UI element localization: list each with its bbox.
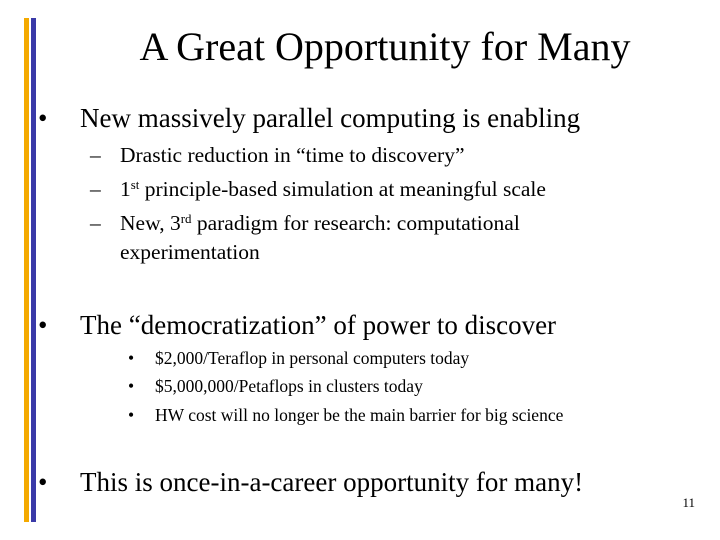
dash-marker: – xyxy=(90,177,101,201)
bullet-marker: • xyxy=(128,376,135,396)
bullet-marker: • xyxy=(128,405,135,425)
page-number: 11 xyxy=(682,495,695,510)
bullet-marker: • xyxy=(38,467,48,497)
sub-item-text: New, 3rd paradigm for research: computational xyxy=(120,211,520,235)
dash-marker: – xyxy=(90,143,101,167)
accent-bar-orange xyxy=(24,18,29,522)
sub-item-text: $5,000,000/Petaflops in clusters today xyxy=(155,376,423,396)
bullet-marker: • xyxy=(38,103,48,133)
bullet-text: The “democratization” of power to discover xyxy=(80,310,557,340)
sub-item-text: Drastic reduction in “time to discovery” xyxy=(120,143,465,167)
bullet-marker: • xyxy=(38,310,48,340)
bullet-text: New massively parallel computing is enabling xyxy=(80,103,581,133)
accent-bar-blue xyxy=(31,18,36,522)
sub-item-text: experimentation xyxy=(120,240,260,264)
dash-marker: – xyxy=(90,211,101,235)
bullet-marker: • xyxy=(128,348,135,368)
sub-item-text: 1st principle-based simulation at meaningful scale xyxy=(120,177,546,201)
bullet-text: This is once-in-a-career opportunity for many! xyxy=(80,467,584,497)
sub-item-text: HW cost will no longer be the main barrier for big science xyxy=(155,405,564,425)
slide-title: A Great Opportunity for Many xyxy=(139,24,631,69)
sub-item-text: $2,000/Teraflop in personal computers today xyxy=(155,348,470,368)
